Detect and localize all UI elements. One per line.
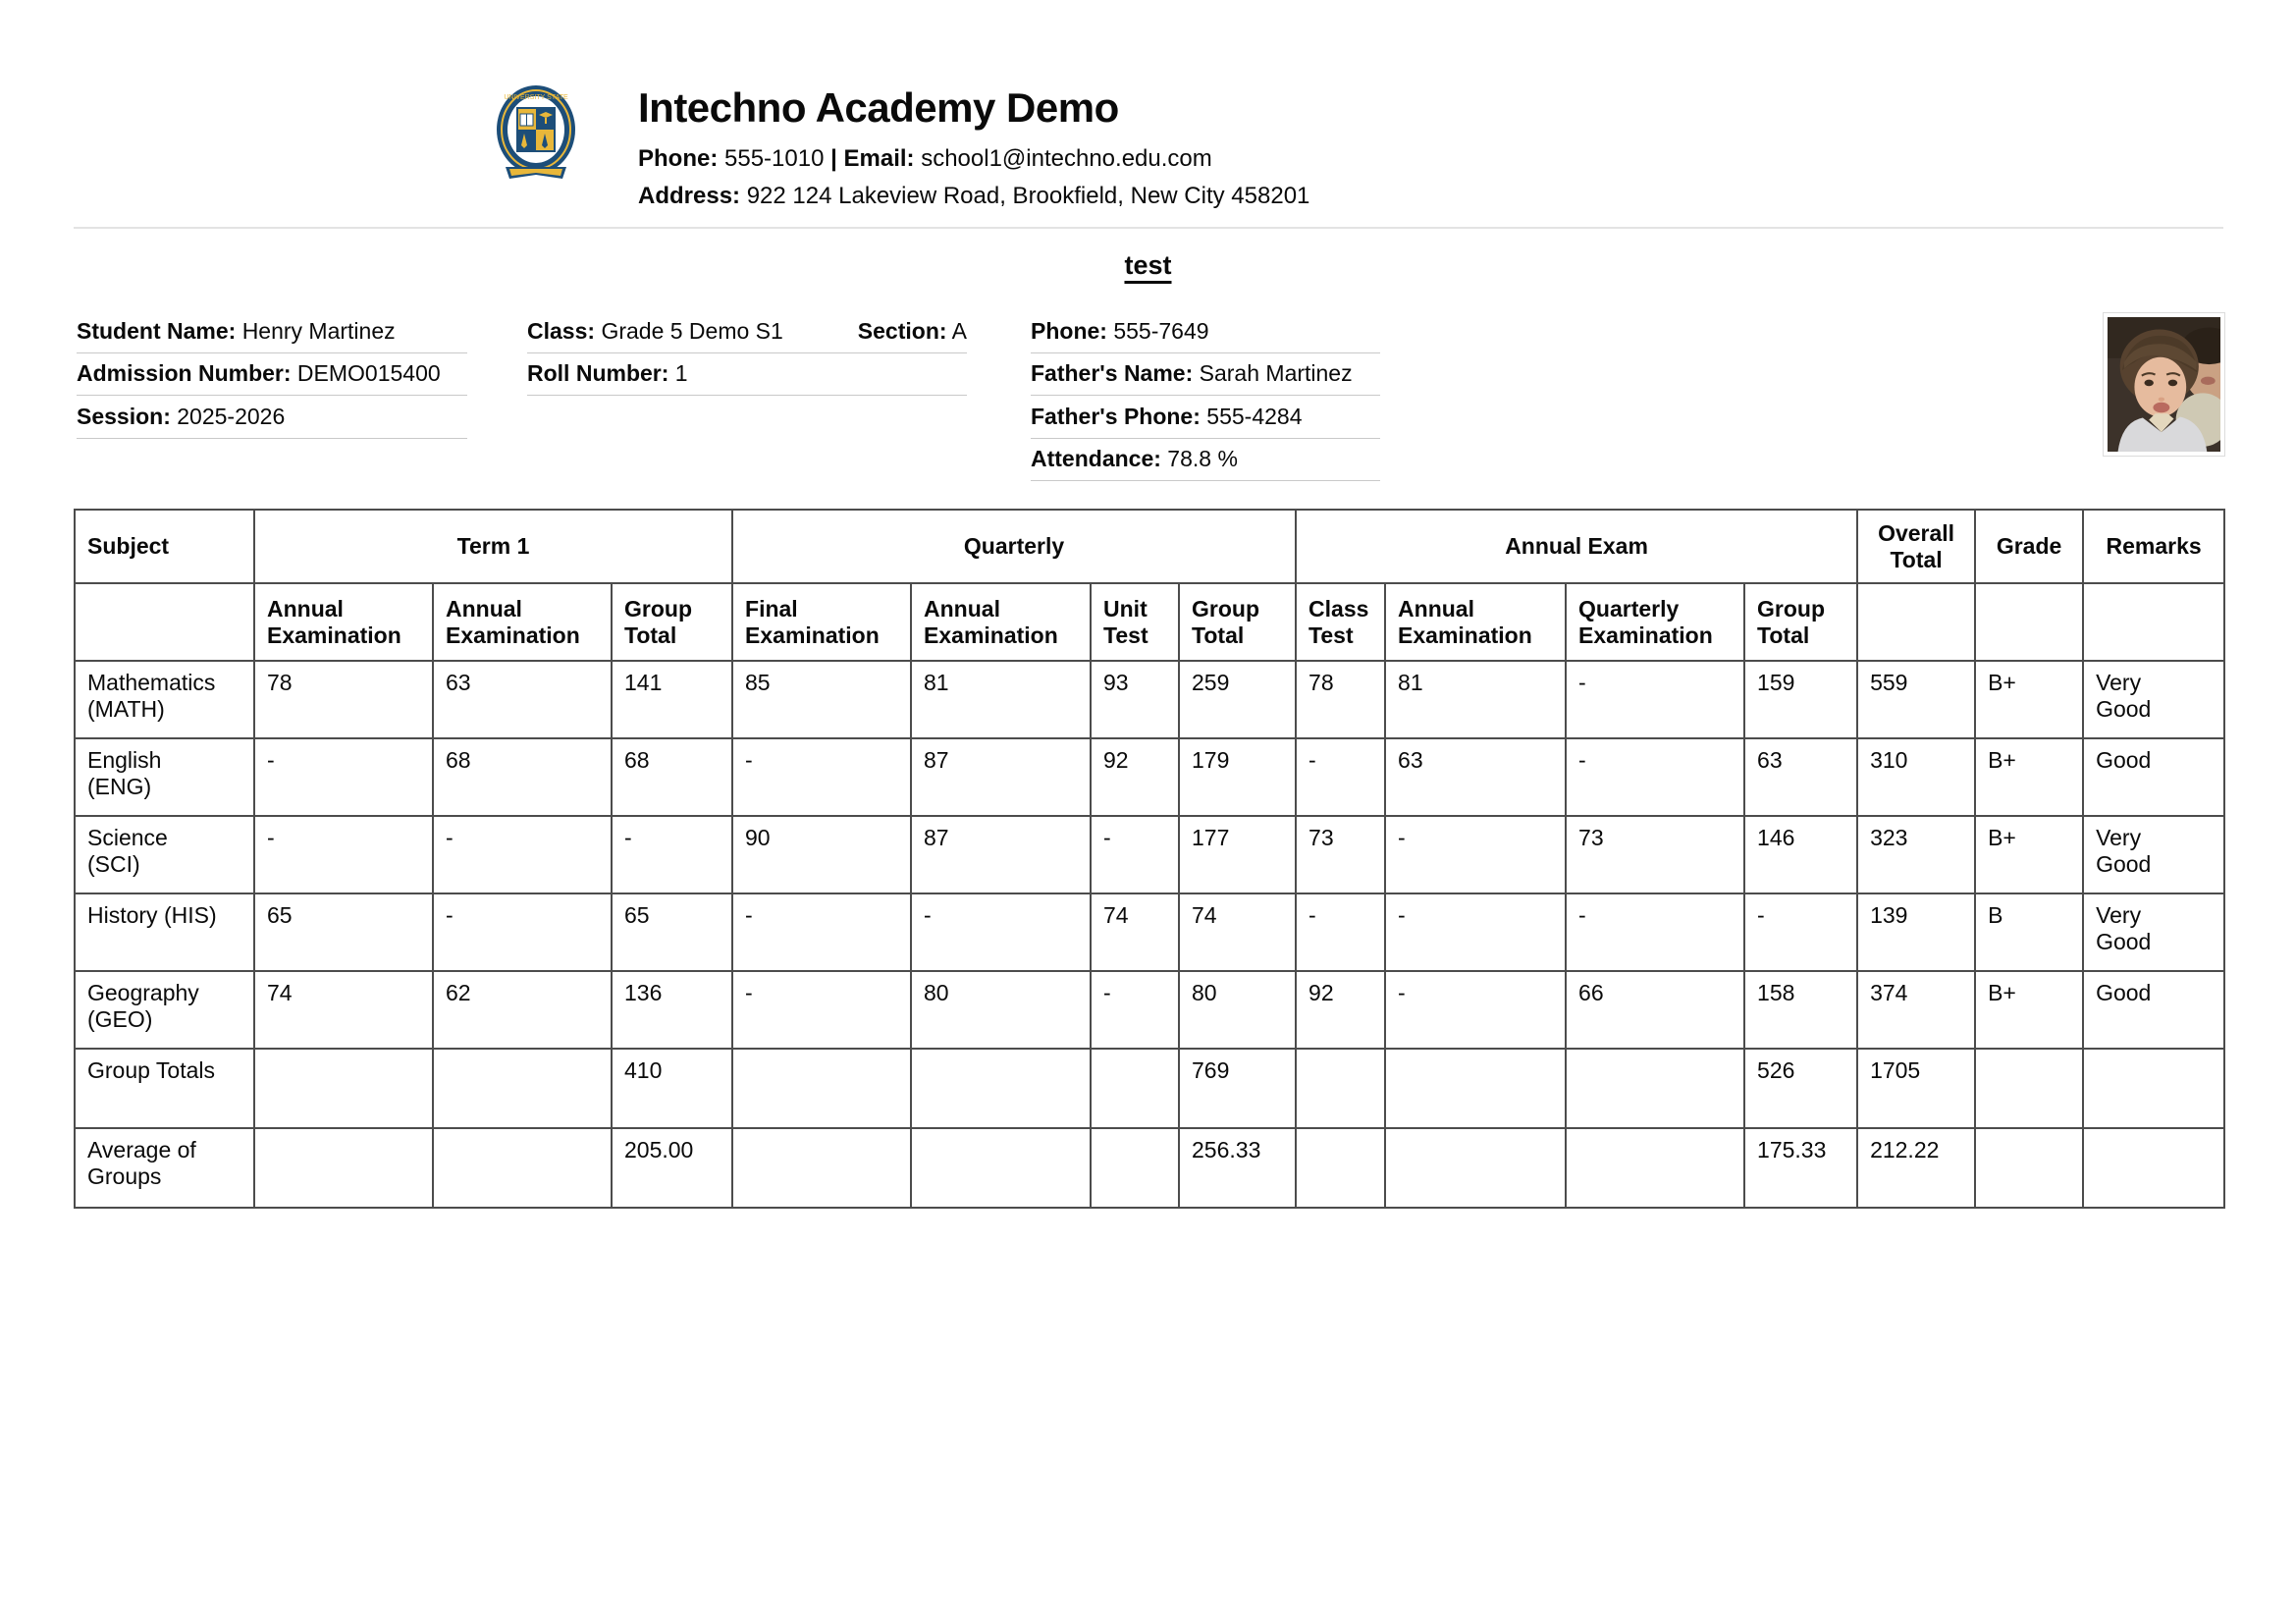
- average-cell: [1091, 1128, 1179, 1208]
- grade-cell: B+: [1975, 971, 2083, 1049]
- field-father-phone: Father's Phone: 555-4284: [1031, 402, 1380, 439]
- mark-cell: -: [433, 816, 612, 893]
- mark-cell: -: [1296, 738, 1385, 816]
- average-cell: [911, 1128, 1091, 1208]
- student-photo: [2103, 312, 2225, 457]
- subject-label: Science (SCI): [87, 825, 168, 877]
- mark-cell: 74: [1091, 893, 1179, 971]
- mark-cell: 74: [254, 971, 433, 1049]
- table-row-english: [75, 738, 2224, 816]
- average-cell: [732, 1128, 911, 1208]
- mark-cell: 63: [1385, 738, 1566, 816]
- mark-cell: -: [254, 738, 433, 816]
- table-row-average-of-groups: [75, 1128, 2224, 1208]
- mark-cell: 259: [1179, 661, 1296, 738]
- total-cell: [732, 1049, 911, 1128]
- section-value: A: [951, 318, 967, 344]
- mark-cell: -: [1385, 893, 1566, 971]
- average-cell: 205.00: [612, 1128, 732, 1208]
- school-name: Intechno Academy Demo: [638, 84, 1119, 131]
- father-name-value: Sarah Martinez: [1199, 360, 1353, 386]
- field-roll-number: Roll Number: 1: [527, 358, 967, 396]
- school-address-value: 922 124 Lakeview Road, Brookfield, New City 458201: [746, 183, 1310, 209]
- svg-text:UNIVERSITY STATE: UNIVERSITY STATE: [504, 94, 568, 101]
- total-cell: [433, 1049, 612, 1128]
- grade-cell: B+: [1975, 816, 2083, 893]
- mark-cell: -: [254, 816, 433, 893]
- mark-cell: -: [732, 971, 911, 1049]
- grade-cell: B: [1975, 893, 2083, 971]
- mark-cell: 81: [1385, 661, 1566, 738]
- sub-header: Annual Examination: [911, 583, 1091, 661]
- col-header-term1: Term 1: [254, 510, 732, 583]
- overall-total-cell: 323: [1857, 816, 1975, 893]
- subject-label: Mathematics (MATH): [87, 670, 216, 722]
- average-cell: [2083, 1128, 2224, 1208]
- total-cell: 769: [1179, 1049, 1296, 1128]
- overall-total-cell: 374: [1857, 971, 1975, 1049]
- grade-cell: B+: [1975, 661, 2083, 738]
- sub-header: Group Total: [1744, 583, 1857, 661]
- sub-header: Group Total: [612, 583, 732, 661]
- admission-number-value: DEMO015400: [296, 360, 441, 386]
- mark-cell: -: [911, 893, 1091, 971]
- mark-cell: 74: [1179, 893, 1296, 971]
- overall-total-cell: 139: [1857, 893, 1975, 971]
- mark-cell: 81: [911, 661, 1091, 738]
- mark-cell: 65: [612, 893, 732, 971]
- subject-label: English (ENG): [87, 747, 162, 799]
- col-header-annual-exam: Annual Exam: [1296, 510, 1857, 583]
- mark-cell: 92: [1296, 971, 1385, 1049]
- sub-header: Annual Examination: [1385, 583, 1566, 661]
- mark-cell: -: [612, 816, 732, 893]
- marks-table: [74, 509, 2225, 1209]
- col-header-remarks: Remarks: [2083, 510, 2224, 583]
- subject-label: History (HIS): [87, 902, 217, 928]
- mark-cell: 65: [254, 893, 433, 971]
- mark-cell: -: [433, 893, 612, 971]
- mark-cell: 62: [433, 971, 612, 1049]
- total-cell: [1296, 1049, 1385, 1128]
- total-cell: [1975, 1049, 2083, 1128]
- total-cell: [911, 1049, 1091, 1128]
- mark-cell: 66: [1566, 971, 1744, 1049]
- mark-cell: -: [1566, 738, 1744, 816]
- table-row-history: [75, 893, 2224, 971]
- average-cell: [254, 1128, 433, 1208]
- total-cell: [1566, 1049, 1744, 1128]
- header-divider: [74, 227, 2223, 229]
- average-cell: [1296, 1128, 1385, 1208]
- mark-cell: 146: [1744, 816, 1857, 893]
- col-header-subject: Subject: [75, 510, 254, 583]
- session-value: 2025-2026: [177, 404, 286, 429]
- mark-cell: 78: [254, 661, 433, 738]
- mark-cell: 80: [911, 971, 1091, 1049]
- average-cell: [433, 1128, 612, 1208]
- mark-cell: -: [1385, 971, 1566, 1049]
- separator: |: [830, 145, 837, 172]
- school-header: [496, 84, 1309, 210]
- sub-header: Annual Examination: [433, 583, 612, 661]
- remarks-cell: Very Good: [2096, 825, 2152, 877]
- mark-cell: -: [1566, 661, 1744, 738]
- table-row-mathematics: [75, 661, 2224, 738]
- table-row-geography: [75, 971, 2224, 1049]
- total-cell: 1705: [1857, 1049, 1975, 1128]
- school-text-block: [638, 84, 1309, 210]
- total-cell: 410: [612, 1049, 732, 1128]
- mark-cell: 85: [732, 661, 911, 738]
- col-header-overall-total: Overall Total: [1857, 510, 1975, 583]
- mark-cell: 80: [1179, 971, 1296, 1049]
- student-phone-value: 555-7649: [1113, 318, 1209, 344]
- sub-header: Class Test: [1296, 583, 1385, 661]
- overall-total-cell: 310: [1857, 738, 1975, 816]
- mark-cell: 136: [612, 971, 732, 1049]
- col-header-quarterly: Quarterly: [732, 510, 1296, 583]
- sub-header: Quarterly Examination: [1566, 583, 1744, 661]
- attendance-value: 78.8 %: [1167, 446, 1238, 471]
- field-father-name: Father's Name: Sarah Martinez: [1031, 358, 1380, 396]
- mark-cell: 63: [1744, 738, 1857, 816]
- field-student-name: Student Name: Henry Martinez: [77, 316, 467, 353]
- remarks-cell: Good: [2096, 747, 2152, 773]
- mark-cell: 158: [1744, 971, 1857, 1049]
- col-header-grade: Grade: [1975, 510, 2083, 583]
- average-of-groups-label: Average of Groups: [87, 1137, 196, 1189]
- school-phone-label: Phone:: [638, 145, 719, 172]
- total-cell: [1385, 1049, 1566, 1128]
- subject-label: Geography (GEO): [87, 980, 199, 1032]
- average-cell: 175.33: [1744, 1128, 1857, 1208]
- average-cell: 212.22: [1857, 1128, 1975, 1208]
- school-email-value: school1@intechno.edu.com: [921, 145, 1212, 172]
- mark-cell: 73: [1566, 816, 1744, 893]
- school-contact-line: [638, 145, 1309, 173]
- mark-cell: 63: [433, 661, 612, 738]
- mark-cell: -: [1296, 893, 1385, 971]
- mark-cell: -: [1566, 893, 1744, 971]
- average-cell: 256.33: [1179, 1128, 1296, 1208]
- mark-cell: -: [1091, 816, 1179, 893]
- exam-title: test: [1124, 250, 1172, 280]
- mark-cell: 68: [612, 738, 732, 816]
- grade-cell: B+: [1975, 738, 2083, 816]
- sub-header: Final Examination: [732, 583, 911, 661]
- remarks-cell: Very Good: [2096, 902, 2152, 954]
- total-cell: [2083, 1049, 2224, 1128]
- overall-total-cell: 559: [1857, 661, 1975, 738]
- field-attendance: Attendance: 78.8 %: [1031, 444, 1380, 481]
- total-cell: [254, 1049, 433, 1128]
- remarks-cell: Good: [2096, 980, 2152, 1005]
- mark-cell: -: [1744, 893, 1857, 971]
- father-phone-value: 555-4284: [1206, 404, 1303, 429]
- remarks-cell: Very Good: [2096, 670, 2152, 722]
- total-cell: [1091, 1049, 1179, 1128]
- mark-cell: 179: [1179, 738, 1296, 816]
- table-group-header-row: [75, 510, 2224, 583]
- roll-number-value: 1: [674, 360, 688, 386]
- mark-cell: 177: [1179, 816, 1296, 893]
- school-logo-icon: [496, 84, 576, 187]
- mark-cell: 87: [911, 816, 1091, 893]
- group-totals-label: Group Totals: [87, 1057, 215, 1083]
- school-address-label: Address:: [638, 183, 741, 209]
- school-address-line: [638, 183, 1309, 210]
- mark-cell: 73: [1296, 816, 1385, 893]
- school-phone-value: 555-1010: [724, 145, 825, 172]
- mark-cell: 92: [1091, 738, 1179, 816]
- mark-cell: -: [1385, 816, 1566, 893]
- school-email-label: Email:: [843, 145, 915, 172]
- field-admission-number: Admission Number: DEMO015400: [77, 358, 467, 396]
- mark-cell: 78: [1296, 661, 1385, 738]
- table-row-science: [75, 816, 2224, 893]
- table-sub-header-row: [75, 583, 2224, 661]
- class-value: Grade 5 Demo S1: [601, 318, 783, 344]
- mark-cell: 159: [1744, 661, 1857, 738]
- mark-cell: 93: [1091, 661, 1179, 738]
- table-row-group-totals: [75, 1049, 2224, 1128]
- field-student-phone: Phone: 555-7649: [1031, 316, 1380, 353]
- average-cell: [1566, 1128, 1744, 1208]
- sub-header: Annual Examination: [254, 583, 433, 661]
- average-cell: [1385, 1128, 1566, 1208]
- mark-cell: 141: [612, 661, 732, 738]
- total-cell: 526: [1744, 1049, 1857, 1128]
- mark-cell: 87: [911, 738, 1091, 816]
- mark-cell: 68: [433, 738, 612, 816]
- field-class-section: Class: Grade 5 Demo S1 Section: A: [527, 316, 967, 353]
- mark-cell: 90: [732, 816, 911, 893]
- sub-header: Group Total: [1179, 583, 1296, 661]
- mark-cell: -: [732, 738, 911, 816]
- average-cell: [1975, 1128, 2083, 1208]
- sub-header: Unit Test: [1091, 583, 1179, 661]
- student-name-value: Henry Martinez: [241, 318, 396, 344]
- mark-cell: -: [1091, 971, 1179, 1049]
- mark-cell: -: [732, 893, 911, 971]
- field-session: Session: 2025-2026: [77, 402, 467, 439]
